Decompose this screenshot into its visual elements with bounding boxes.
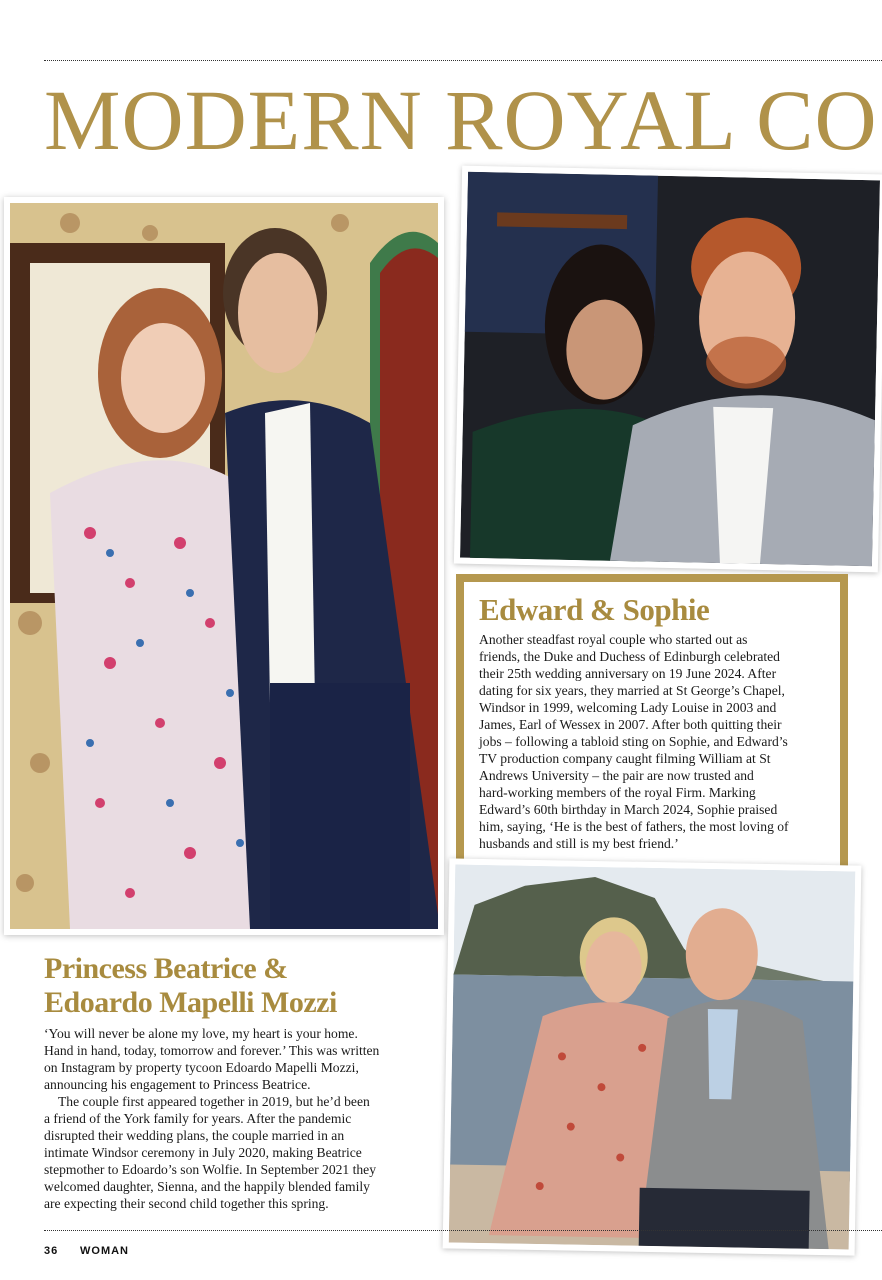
edward-sophie-body [479,631,834,852]
body-line: on Instagram by property tycoon Edoardo Mapelli Mozzi, [44,1060,359,1075]
title-line: Princess Beatrice & [44,952,288,985]
magazine-name: WOMAN [80,1245,129,1257]
top-divider [44,60,882,61]
beatrice-edoardo-body [44,1025,436,1212]
body-line: husbands and still is my best friend.’ [479,836,679,851]
harry-meghan-image [460,172,880,567]
body-line: James, Earl of Wessex in 2007. After both quitting their [479,717,782,732]
photo-edward-sophie [443,858,862,1255]
body-line: Another steadfast royal couple who started out as [479,632,748,647]
edward-sophie-panel [456,574,848,877]
body-line: stepmother to Edoardo’s son Wolfie. In September 2021 they [44,1162,377,1177]
body-line: Andrews University – the pair are now trusted and [479,768,754,783]
beatrice-edoardo-article [44,952,436,1212]
beatrice-edoardo-image [10,203,438,929]
body-line: friends, the Duke and Duchess of Edinburgh celebrated [479,649,780,664]
body-line: hard-working members of the royal Firm. Marking [479,785,756,800]
body-line: The couple first appeared together in 2019, but he’d been [58,1094,370,1109]
body-line: Windsor in 1999, welcoming Lady Louise in 2003 and [479,700,777,715]
body-line: their 25th wedding anniversary on 19 June 2024. After [479,666,777,681]
body-line: welcomed daughter, Sienna, and the happily blended family [44,1179,370,1194]
body-line: jobs – following a tabloid sting on Sophie, and Edward’s [479,734,788,749]
body-line: him, saying, ‘He is the best of fathers, the most loving of [479,819,789,834]
body-line: dating for six years, they married at St George’s Chapel, [479,683,785,698]
body-line: announcing his engagement to Princess Beatrice. [44,1077,311,1092]
beatrice-edoardo-title [44,952,436,1020]
body-line: ‘You will never be alone my love, my heart is your home. [44,1026,358,1041]
bottom-divider [44,1230,882,1231]
title-line: Edoardo Mapelli Mozzi [44,986,337,1019]
body-line: are expecting their second child together this spring. [44,1196,329,1211]
page-headline: MODERN ROYAL CO [44,72,878,168]
edward-sophie-title: Edward & Sophie [479,592,710,627]
photo-beatrice-edoardo [4,197,444,935]
body-line: TV production company caught filming William at St [479,751,771,766]
edward-sophie-image [449,865,856,1250]
body-line: intimate Windsor ceremony in July 2020, making Beatrice [44,1145,362,1160]
photo-harry-meghan [454,166,882,573]
body-line: disrupted their wedding plans, the couple married in an [44,1128,345,1143]
body-line: Hand in hand, today, tomorrow and forever.’ This was written [44,1043,380,1058]
body-line: a friend of the York family for years. After the pandemic [44,1111,352,1126]
page-number: 36 [44,1245,59,1257]
body-line: Edward’s 60th birthday in March 2024, Sophie praised [479,802,778,817]
